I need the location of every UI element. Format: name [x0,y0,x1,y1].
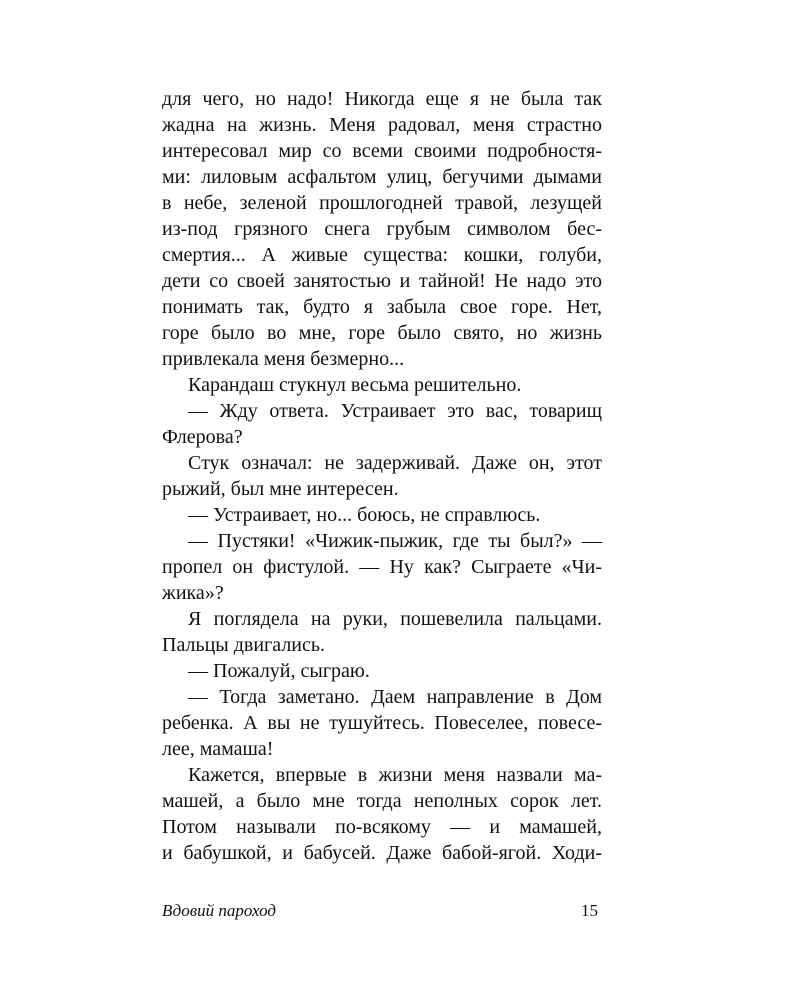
text-line: Стук означал: не задерживай. Даже он, этот [188,452,602,474]
text-line: Кажется, впервые в жизни меня назвали ма- [188,764,602,786]
text-line: лее, мамаша! [162,738,274,760]
text-line: жика»? [162,582,224,604]
text-line: жадна на жизнь. Меня радовал, меня страстно [162,114,602,136]
text-line: Флерова? [162,426,243,448]
text-line: — Устраивает, но... боюсь, не справлюсь. [188,504,541,526]
text-line: ребенка. А вы не тушуйтесь. Повеселее, повесе- [162,712,602,734]
text-line: дети со своей занятостью и тайной! Не надо это [162,270,602,292]
text-line: Потом называли по-всякому — и мамашей, [162,816,602,838]
text-line: — Пустяки! «Чижик-пыжик, где ты был?» — [188,530,602,552]
text-line: и бабушкой, и бабусей. Даже бабой-ягой. Ходи- [162,842,602,864]
text-line: Пальцы двигались. [162,634,325,656]
text-line: — Пожалуй, сыграю. [188,660,370,682]
text-line: из-под грязного снега грубым символом бес- [162,218,602,240]
text-line: — Жду ответа. Устраивает это вас, товарищ [188,400,602,422]
page-number: 15 [581,901,598,920]
text-line: Карандаш стукнул весьма решительно. [188,374,522,396]
running-title: Вдовий пароход [162,901,276,920]
text-line: привлекала меня безмерно... [162,348,405,370]
text-line: горе было во мне, горе было свято, но жизнь [162,322,602,344]
text-line: для чего, но надо! Никогда еще я не была так [162,88,602,110]
text-line: ми: лиловым асфальтом улиц, бегучими дымами [162,166,602,188]
text-line: пропел он фистулой. — Ну как? Сыграете «Чи- [162,556,602,578]
text-line: Я поглядела на руки, пошевелила пальцами. [188,608,602,630]
text-line: рыжий, был мне интересен. [162,478,399,500]
text-line: смертия... А живые существа: кошки, голуби, [162,244,602,266]
page-footer [162,898,602,924]
text-line: в небе, зеленой прошлогодней травой, лезущей [162,192,602,214]
body-text [162,86,602,866]
text-line: машей, а было мне тогда неполных сорок лет. [162,790,602,812]
text-line: интересовал мир со всеми своими подробностя- [162,140,602,162]
text-line: понимать так, будто я забыла свое горе. Нет, [162,296,602,318]
text-line: — Тогда заметано. Даем направление в Дом [188,686,602,708]
